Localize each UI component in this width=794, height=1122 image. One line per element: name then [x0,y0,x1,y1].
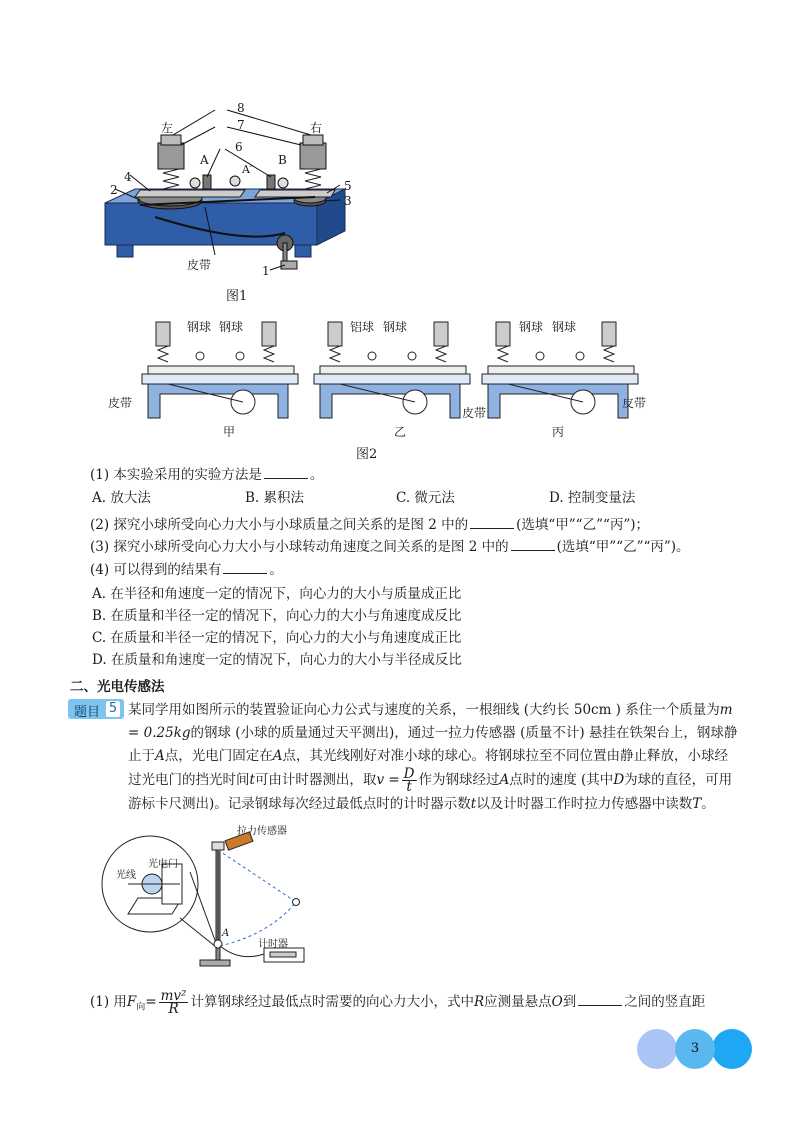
q51-text-a: 计算钢球经过最低点时需要的向心力大小，式中 [190,994,474,1010]
p5-frac-num: D [403,766,415,782]
p5-var-T: T [692,796,702,812]
q3-text-b: (选填“甲”“乙”“丙”)。 [556,539,690,555]
p5-seg: 作为钢球经过 [418,772,500,788]
q51-fraction [159,990,189,1015]
q51-r: R [473,994,485,1010]
p5-seg: 点时的速度 (其中 [509,772,614,788]
q51-text-b: 应测量悬点 [484,994,552,1010]
fig2-p2-ball1: 铝球 [350,320,375,334]
fig1-label-3: 3 [344,194,352,208]
badge-number: 5 [106,701,120,717]
section-title: 二、光电传感法 [70,679,165,695]
fig3-timer-label: 计时器 [258,939,288,950]
fig1-label-6: 6 [235,140,243,154]
fig1-label-1: 1 [262,264,270,278]
page-number-decoration [712,1029,752,1069]
fig2-p3-ball2: 钢球 [552,320,577,334]
p5-seg: 某同学用如图所示的装置验证向心力公式与速度的关系，一根细线 (大约长 50cm ) 系住一个质量为 [128,702,720,718]
problem-5-text [128,699,738,816]
p5-var-v: v = [376,772,400,788]
fig2-belt-right: 皮带 [622,396,647,410]
p5-var-a: A [155,748,165,764]
page-number: 3 [690,1041,700,1056]
q2-answer-blank[interactable] [470,515,514,529]
p5-seg: 的钢球 (小球的质量通过天平测出)，通过一拉力传感器 (质量不计) 悬挂在铁架台上，钢球静止于 [128,725,738,764]
q51-eq: = [145,994,157,1010]
fig2-p2-label: 乙 [394,425,407,439]
fig1-label-b: B [278,153,287,167]
fig2-caption: 图2 [356,447,378,462]
p5-seg: 点，其光线刚好对准小球的球心。将钢球拉至不同位置由静止释放，小球经过光电门的挡光时间 [128,748,728,788]
fig3-gate-label: 光电门 [148,859,178,870]
q4-text-b: 。 [269,562,283,578]
question-3 [90,537,690,557]
fig1-label-8: 8 [237,101,245,115]
problem-5-badge [68,699,124,719]
q4-option-d: D. 在质量和角速度一定的情况下，向心力的大小与半径成反比 [92,652,462,668]
p5-seg: 为球的直径，可用游标卡尺测出)。记录钢球每次经过最低点时的计时器示数 [128,772,733,812]
p5-var-a: A [499,772,510,788]
fig2-p1-label: 甲 [223,425,236,439]
question-2 [90,515,649,535]
q51-text-d: 之间的竖直距 [624,994,706,1010]
q51-answer-blank[interactable] [578,992,622,1006]
q51-text-c: 到 [562,994,577,1010]
fig2-p2-ball2: 钢球 [383,320,408,334]
q1-option-b: B. 累积法 [245,490,305,506]
q4-option-b: B. 在质量和半径一定的情况下，向心力的大小与角速度成反比 [92,608,462,624]
q4-answer-blank[interactable] [223,560,267,574]
question-1 [90,465,323,485]
q51-frac-den: R [168,1001,179,1017]
p5-seg: 点，光电门固定在 [164,748,273,764]
q51-lead: (1) 用 [90,994,127,1010]
p5-seg: 。 [701,796,715,812]
q1-text-b: 。 [309,467,324,483]
q51-f: F [126,994,137,1010]
q2-text-a: (2) 探究小球所受向心力大小与小球质量之间关系的是图 2 中的 [90,517,469,533]
question-5-1 [90,985,705,1019]
q1-option-d: D. 控制变量法 [549,490,636,506]
fig2-p3-label: 丙 [552,425,565,439]
fig2-p3-ball1: 钢球 [519,320,544,334]
q51-frac-num: mv² [160,988,187,1004]
q3-text-a: (3) 探究小球所受向心力大小与小球转动角速度之间关系的是图 2 中的 [90,539,509,555]
p5-seg: 以及计时器工作时拉力传感器中读数 [476,796,693,812]
fig3-beam-label: 光线 [116,870,136,881]
fig1-label-a-prime: A′ [242,163,253,176]
q51-o: O [551,994,563,1010]
fig1-label-a: A [200,153,209,167]
badge-text: 题目 [74,705,101,720]
fig2-belt-left: 皮带 [108,396,133,410]
fig1-label-4: 4 [124,170,132,184]
fig1-caption: 图1 [226,289,248,304]
fig2-belt-mid: 皮带 [462,406,487,420]
q1-option-c: C. 微元法 [396,490,455,506]
q1-answer-blank[interactable] [264,465,308,479]
fig1-label-left: 左 [161,121,174,135]
p5-frac-den: t [406,779,412,795]
q1-option-a: A. 放大法 [92,490,151,506]
figure-1-apparatus [95,105,365,280]
fig2-p1-ball1: 钢球 [187,320,212,334]
q4-option-c: C. 在质量和半径一定的情况下，向心力的大小与角速度成正比 [92,630,462,646]
fig3-point-a: A [222,928,230,939]
p5-var-a: A [272,748,283,764]
fig1-label-2: 2 [110,183,118,197]
q1-text-a: (1) 本实验采用的实验方法是 [90,467,262,483]
p5-seg: 可由计时器测出，取 [254,772,377,788]
q51-f-sub: 向 [136,1002,146,1013]
fig3-sensor-label: 拉力传感器 [237,826,287,837]
fig1-label-belt: 皮带 [187,258,212,272]
q3-answer-blank[interactable] [511,537,555,551]
p5-var-t: t [249,772,255,788]
p5-fraction [402,768,417,793]
question-4 [90,560,283,580]
q4-text-a: (4) 可以得到的结果有 [90,562,222,578]
fig2-p1-ball2: 钢球 [219,320,244,334]
p5-var-t: t [470,796,477,812]
fig1-label-5: 5 [344,179,352,193]
q2-text-b: (选填“甲”“乙”“丙”)； [516,517,650,533]
page-number-badge [675,1029,715,1069]
q4-option-a: A. 在半径和角速度一定的情况下，向心力的大小与质量成正比 [92,586,462,602]
p5-var-d: D [613,772,625,788]
page-number-decoration [637,1029,677,1069]
fig1-label-right: 右 [310,121,323,135]
fig1-label-7: 7 [237,118,245,132]
p5-mass: m = 0.25kg [128,702,733,741]
